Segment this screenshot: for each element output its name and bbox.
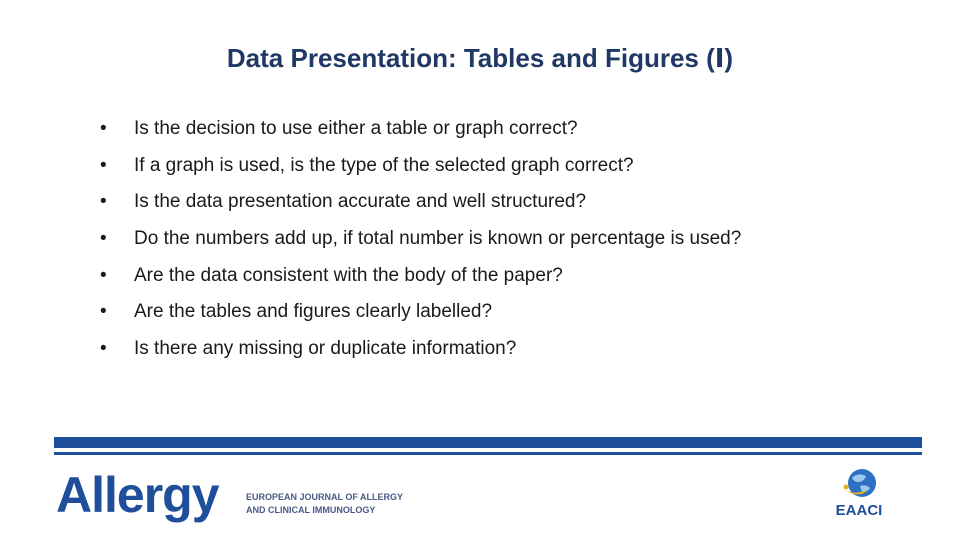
bullet-item — [100, 191, 900, 228]
eaaci-logo-text: EAACI — [835, 502, 883, 519]
bullet-item — [100, 265, 900, 302]
bullet-text: Is the data presentation accurate and well structured? — [134, 191, 587, 213]
bullet-marker: • — [100, 154, 107, 176]
bullet-marker: • — [100, 191, 107, 213]
journal-subtitle — [246, 491, 403, 517]
bullet-text: Is there any missing or duplicate information? — [134, 338, 517, 360]
bullet-item — [100, 228, 900, 265]
bullet-text: If a graph is used, is the type of the selected graph correct? — [134, 154, 634, 176]
bullet-item — [100, 301, 900, 338]
bullet-text: Do the numbers add up, if total number is known or percentage is used? — [134, 228, 742, 250]
bullet-marker: • — [100, 228, 107, 250]
bullet-item — [100, 118, 900, 155]
bullet-list — [100, 118, 900, 375]
bullet-text: Is the decision to use either a table or graph correct? — [134, 118, 578, 139]
bullet-marker: • — [100, 301, 107, 323]
bullet-marker: • — [100, 264, 107, 286]
bullet-item — [100, 155, 900, 192]
journal-subtitle-line1: EUROPEAN JOURNAL OF ALLERGY — [246, 492, 404, 502]
bullet-marker: • — [100, 338, 107, 360]
bullet-text: Are the data consistent with the body of the paper? — [134, 264, 563, 286]
bullet-marker: • — [100, 118, 107, 139]
bullet-text: Are the tables and figures clearly labelled? — [134, 301, 493, 323]
footer-divider-thick — [54, 437, 922, 448]
bullet-item — [100, 338, 900, 375]
footer-divider-thin — [54, 452, 922, 455]
slide-title: Data Presentation: Tables and Figures (Ⅰ) — [226, 43, 734, 73]
journal-subtitle-line2: AND CLINICAL IMMUNOLOGY — [246, 505, 376, 515]
allergy-journal-logo: Allergy — [56, 467, 219, 523]
